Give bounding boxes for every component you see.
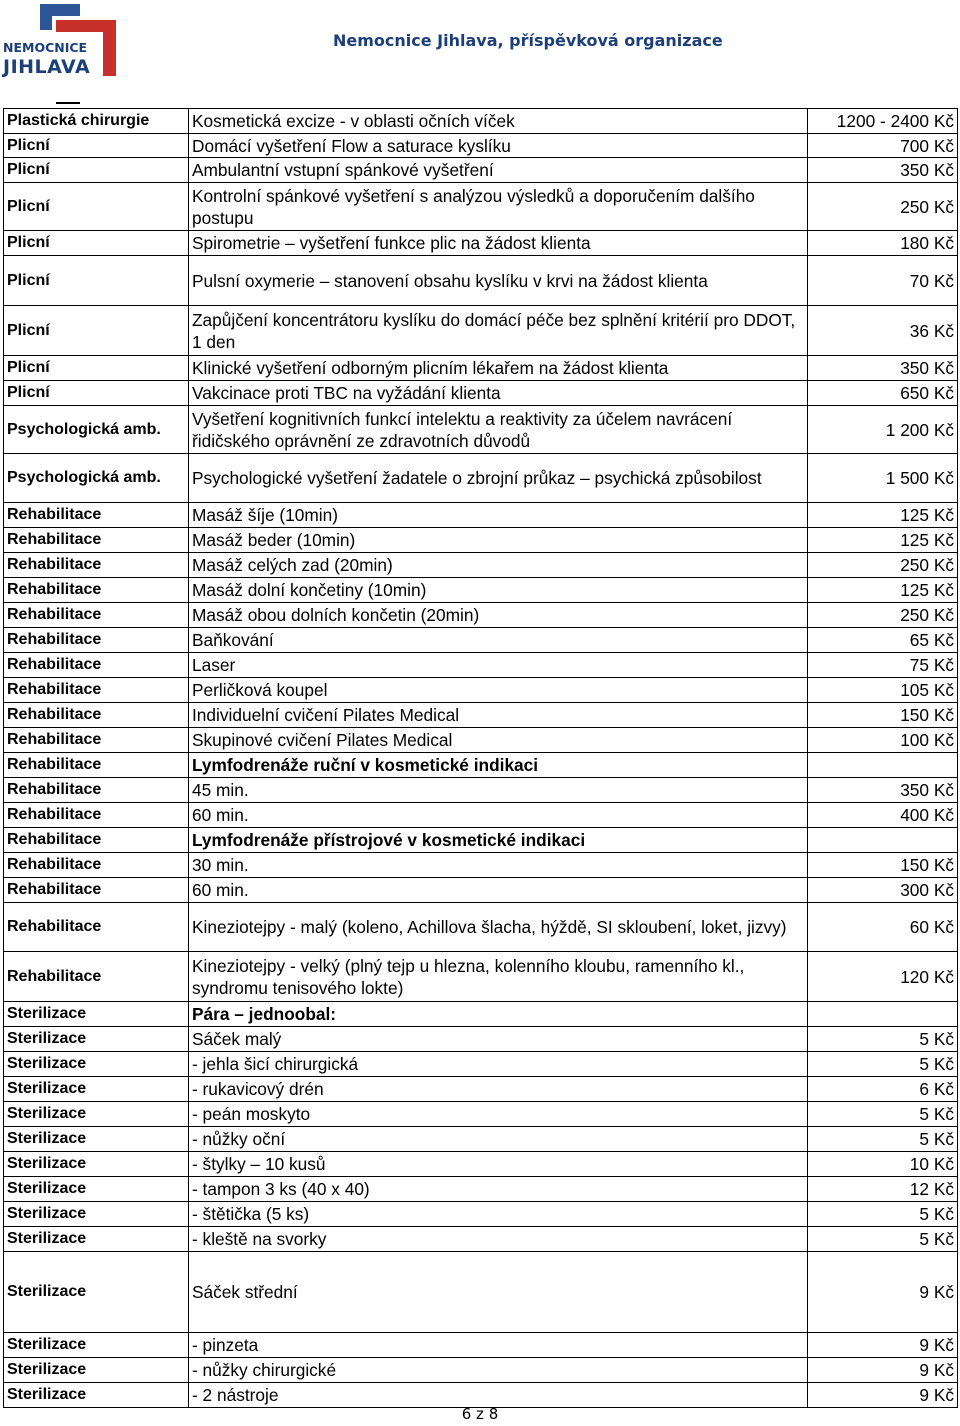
price-cell: 5 Kč [808, 1102, 958, 1127]
service-cell: Vyšetření kognitivních funkcí intelektu a reaktivity za účelem navrácení řidičského oprávnění ze zdravotních důvodů [189, 406, 808, 454]
price-cell: 300 Kč [808, 878, 958, 903]
department-cell: Plastická chirurgie [4, 109, 189, 134]
service-cell: Kineziotejpy - velký (plný tejp u hlezna, kolenního kloubu, ramenního kl., syndromu tenisového lokte) [189, 952, 808, 1002]
price-cell: 180 Kč [808, 231, 958, 256]
logo-text-line1: NEMOCNICE [3, 40, 88, 55]
price-cell: 350 Kč [808, 356, 958, 381]
department-cell: Sterilizace [4, 1052, 189, 1077]
service-cell: Masáž obou dolních končetin (20min) [189, 603, 808, 628]
table-row [4, 628, 958, 653]
department-cell: Sterilizace [4, 1102, 189, 1127]
table-row [4, 1358, 958, 1383]
service-cell: Lymfodrenáže ruční v kosmetické indikaci [189, 753, 808, 778]
service-cell: - peán moskyto [189, 1102, 808, 1127]
service-cell: - jehla šicí chirurgická [189, 1052, 808, 1077]
table-row [4, 256, 958, 306]
service-cell: Sáček střední [189, 1252, 808, 1333]
price-cell: 9 Kč [808, 1358, 958, 1383]
department-cell: Sterilizace [4, 1127, 189, 1152]
table-row [4, 703, 958, 728]
page-number: 6 z 8 [461, 1405, 499, 1423]
table-row [4, 1002, 958, 1027]
department-cell: Rehabilitace [4, 878, 189, 903]
department-cell: Sterilizace [4, 1358, 189, 1383]
price-cell [808, 828, 958, 853]
department-cell: Rehabilitace [4, 853, 189, 878]
table-row [4, 306, 958, 356]
department-cell: Plicní [4, 381, 189, 406]
price-cell: 75 Kč [808, 653, 958, 678]
table-row [4, 1383, 958, 1408]
table-row [4, 503, 958, 528]
department-cell: Rehabilitace [4, 578, 189, 603]
service-cell: Klinické vyšetření odborným plicním lékařem na žádost klienta [189, 356, 808, 381]
service-cell: - nůžky chirurgické [189, 1358, 808, 1383]
service-cell: Individuelní cvičení Pilates Medical [189, 703, 808, 728]
service-cell: 60 min. [189, 803, 808, 828]
organization-name: Nemocnice Jihlava, příspěvková organizace [333, 31, 723, 50]
price-cell: 12 Kč [808, 1177, 958, 1202]
department-cell: Rehabilitace [4, 828, 189, 853]
table-row [4, 653, 958, 678]
department-cell: Rehabilitace [4, 952, 189, 1002]
table-row [4, 728, 958, 753]
price-cell: 1200 - 2400 Kč [808, 109, 958, 134]
department-cell: Rehabilitace [4, 528, 189, 553]
price-cell: 400 Kč [808, 803, 958, 828]
service-cell: Masáž šíje (10min) [189, 503, 808, 528]
price-cell: 150 Kč [808, 853, 958, 878]
service-cell: Masáž dolní končetiny (10min) [189, 578, 808, 603]
price-cell: 5 Kč [808, 1227, 958, 1252]
price-cell: 350 Kč [808, 778, 958, 803]
service-cell: - rukavicový drén [189, 1077, 808, 1102]
price-list-table [3, 108, 958, 1408]
department-cell: Sterilizace [4, 1202, 189, 1227]
price-cell: 65 Kč [808, 628, 958, 653]
service-cell: - 2 nástroje [189, 1383, 808, 1408]
table-row [4, 803, 958, 828]
table-row [4, 381, 958, 406]
logo-frame-blue-2 [40, 4, 52, 30]
service-cell: Kineziotejpy - malý (koleno, Achillova šlacha, hýždě, SI skloubení, loket, jizvy) [189, 903, 808, 952]
table-row [4, 1202, 958, 1227]
service-cell: - štylky – 10 kusů [189, 1152, 808, 1177]
service-cell: Baňkování [189, 628, 808, 653]
service-cell: Kosmetická excize - v oblasti očních víček [189, 109, 808, 134]
price-cell: 5 Kč [808, 1027, 958, 1052]
table-row [4, 1027, 958, 1052]
service-cell: Zapůjčení koncentrátoru kyslíku do domácí péče bez splnění kritérií pro DDOT, 1 den [189, 306, 808, 356]
department-cell: Sterilizace [4, 1077, 189, 1102]
service-cell: Pára – jednoobal: [189, 1002, 808, 1027]
price-cell: 9 Kč [808, 1252, 958, 1333]
price-cell: 250 Kč [808, 603, 958, 628]
table-row [4, 578, 958, 603]
table-row [4, 903, 958, 952]
table-row [4, 183, 958, 231]
price-cell: 1 200 Kč [808, 406, 958, 454]
department-cell: Sterilizace [4, 1002, 189, 1027]
department-cell: Plicní [4, 158, 189, 183]
department-cell: Plicní [4, 356, 189, 381]
table-row [4, 603, 958, 628]
service-cell: Masáž beder (10min) [189, 528, 808, 553]
service-cell: - štětička (5 ks) [189, 1202, 808, 1227]
price-cell: 120 Kč [808, 952, 958, 1002]
department-cell: Rehabilitace [4, 778, 189, 803]
department-cell: Plicní [4, 231, 189, 256]
department-cell: Psychologická amb. [4, 454, 189, 503]
table-row [4, 528, 958, 553]
department-cell: Sterilizace [4, 1252, 189, 1333]
price-cell: 10 Kč [808, 1152, 958, 1177]
table-row [4, 1227, 958, 1252]
department-cell: Sterilizace [4, 1383, 189, 1408]
department-cell: Psychologická amb. [4, 406, 189, 454]
service-cell: Domácí vyšetření Flow a saturace kyslíku [189, 134, 808, 158]
department-cell: Rehabilitace [4, 903, 189, 952]
table-row [4, 1127, 958, 1152]
table-row [4, 109, 958, 134]
table-row [4, 134, 958, 158]
department-cell: Rehabilitace [4, 753, 189, 778]
price-cell: 70 Kč [808, 256, 958, 306]
service-cell: - nůžky oční [189, 1127, 808, 1152]
service-cell: Ambulantní vstupní spánkové vyšetření [189, 158, 808, 183]
service-cell: Kontrolní spánkové vyšetření s analýzou výsledků a doporučením dalšího postupu [189, 183, 808, 231]
price-cell: 5 Kč [808, 1052, 958, 1077]
table-row [4, 678, 958, 703]
service-cell: 45 min. [189, 778, 808, 803]
hospital-logo [0, 0, 130, 90]
price-cell: 5 Kč [808, 1202, 958, 1227]
price-cell: 250 Kč [808, 553, 958, 578]
department-cell: Rehabilitace [4, 603, 189, 628]
table-row [4, 231, 958, 256]
department-cell: Sterilizace [4, 1333, 189, 1358]
table-row [4, 1152, 958, 1177]
department-cell: Plicní [4, 256, 189, 306]
table-row [4, 753, 958, 778]
price-cell: 105 Kč [808, 678, 958, 703]
table-row [4, 1052, 958, 1077]
department-cell: Plicní [4, 306, 189, 356]
table-row [4, 853, 958, 878]
price-cell: 60 Kč [808, 903, 958, 952]
service-cell: Spirometrie – vyšetření funkce plic na žádost klienta [189, 231, 808, 256]
table-row [4, 356, 958, 381]
table-row [4, 1077, 958, 1102]
department-cell: Sterilizace [4, 1027, 189, 1052]
service-cell: Laser [189, 653, 808, 678]
department-cell: Rehabilitace [4, 728, 189, 753]
table-row [4, 1252, 958, 1333]
price-cell: 1 500 Kč [808, 454, 958, 503]
service-cell: Vakcinace proti TBC na vyžádání klienta [189, 381, 808, 406]
price-cell [808, 1002, 958, 1027]
service-cell: Sáček malý [189, 1027, 808, 1052]
table-row [4, 828, 958, 853]
price-cell: 700 Kč [808, 134, 958, 158]
logo-text-line2: JIHLAVA [3, 56, 91, 78]
price-cell: 9 Kč [808, 1333, 958, 1358]
service-cell: Pulsní oxymerie – stanovení obsahu kyslíku v krvi na žádost klienta [189, 256, 808, 306]
department-cell: Sterilizace [4, 1227, 189, 1252]
price-cell: 350 Kč [808, 158, 958, 183]
price-cell: 100 Kč [808, 728, 958, 753]
price-cell [808, 753, 958, 778]
service-cell: Lymfodrenáže přístrojové v kosmetické indikaci [189, 828, 808, 853]
table-row [4, 878, 958, 903]
price-cell: 125 Kč [808, 578, 958, 603]
department-cell: Rehabilitace [4, 503, 189, 528]
price-cell: 36 Kč [808, 306, 958, 356]
table-row [4, 778, 958, 803]
service-cell: Skupinové cvičení Pilates Medical [189, 728, 808, 753]
service-cell: - pinzeta [189, 1333, 808, 1358]
table-row [4, 1177, 958, 1202]
price-cell: 5 Kč [808, 1127, 958, 1152]
department-cell: Rehabilitace [4, 703, 189, 728]
department-cell: Rehabilitace [4, 628, 189, 653]
department-cell: Sterilizace [4, 1177, 189, 1202]
table-row [4, 553, 958, 578]
department-cell: Rehabilitace [4, 678, 189, 703]
price-cell: 650 Kč [808, 381, 958, 406]
department-cell: Plicní [4, 134, 189, 158]
price-cell: 125 Kč [808, 528, 958, 553]
department-cell: Rehabilitace [4, 803, 189, 828]
table-row [4, 158, 958, 183]
price-cell: 125 Kč [808, 503, 958, 528]
department-cell: Sterilizace [4, 1152, 189, 1177]
department-cell: Rehabilitace [4, 653, 189, 678]
department-cell: Plicní [4, 183, 189, 231]
department-cell: Rehabilitace [4, 553, 189, 578]
service-cell: Perličková koupel [189, 678, 808, 703]
table-row [4, 952, 958, 1002]
table-row [4, 1333, 958, 1358]
table-row [4, 454, 958, 503]
service-cell: 30 min. [189, 853, 808, 878]
service-cell: 60 min. [189, 878, 808, 903]
table-row [4, 406, 958, 454]
price-cell: 6 Kč [808, 1077, 958, 1102]
service-cell: Psychologické vyšetření žadatele o zbrojní průkaz – psychická způsobilost [189, 454, 808, 503]
table-row [4, 1102, 958, 1127]
service-cell: Masáž celých zad (20min) [189, 553, 808, 578]
price-cell: 9 Kč [808, 1383, 958, 1408]
price-cell: 150 Kč [808, 703, 958, 728]
price-cell: 250 Kč [808, 183, 958, 231]
service-cell: - tampon 3 ks (40 x 40) [189, 1177, 808, 1202]
service-cell: - kleště na svorky [189, 1227, 808, 1252]
